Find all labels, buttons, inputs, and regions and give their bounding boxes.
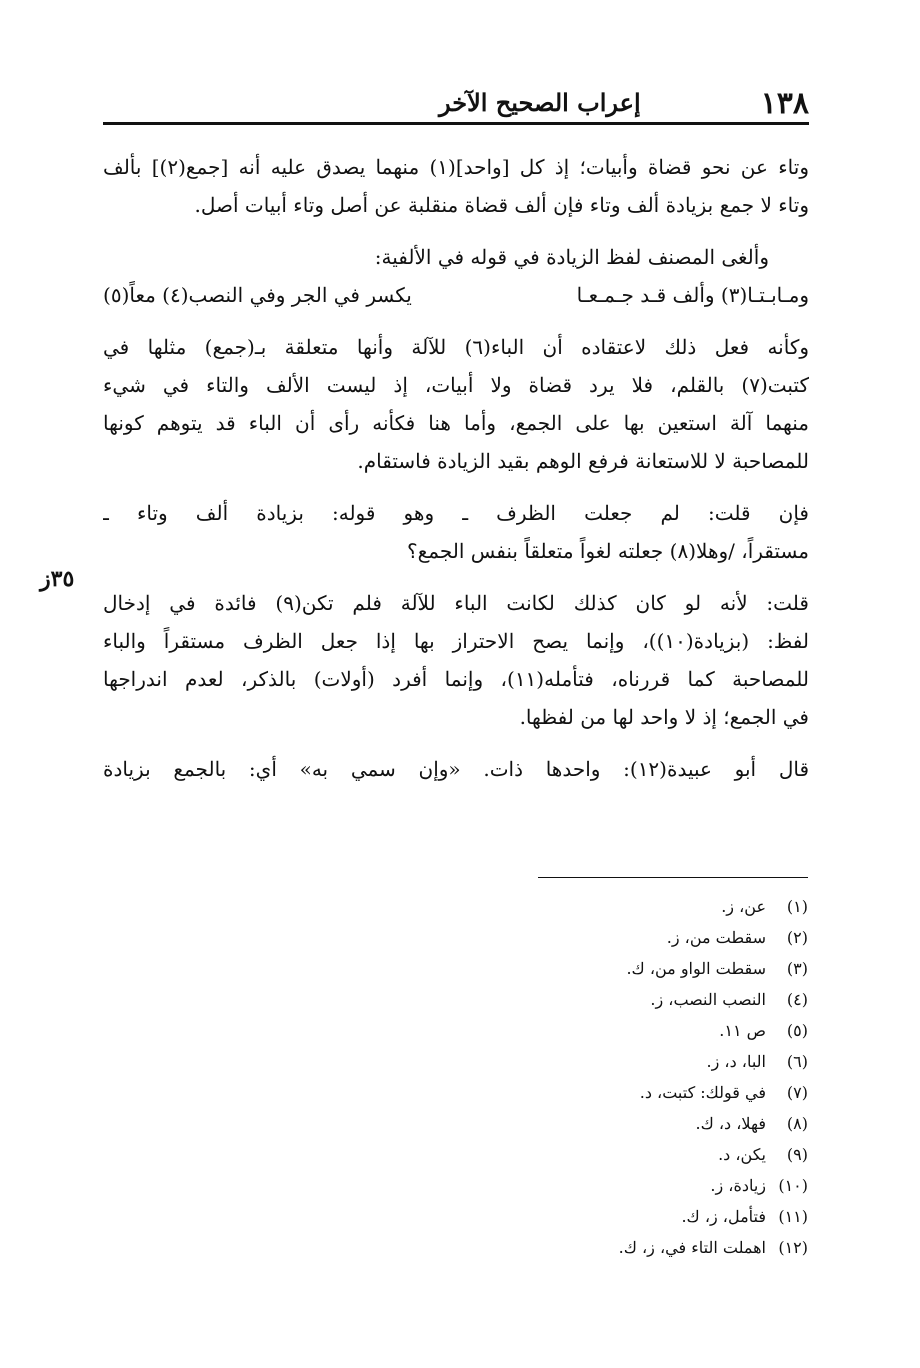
footnote-text: يكن، د. [718,1145,766,1164]
footnote-number: (٤) [786,990,808,1009]
footnote-number: (١١) [778,1207,808,1226]
page-header [103,82,809,122]
footnote-text: سقطت من، ز. [666,928,766,947]
verse-second-hemistich: يكسر في الجر وفي النصب(٤) معاً(٥) [103,283,412,307]
running-title: إعراب الصحيح الآخر [439,88,641,117]
text-line: في الجمع؛ إذ لا واحد لها من لفظها. [519,705,809,729]
footnote-number: (٢) [786,928,808,947]
main-text [103,148,809,788]
footnote-number: (٨) [786,1114,808,1133]
footnote [508,1201,808,1232]
footnote-number: (٩) [786,1145,808,1164]
text-line: للمصاحبة لا للاستعانة فرفع الوهم بقيد الزيادة فاستقام. [357,449,809,473]
footnote [508,1170,808,1201]
footnotes [508,891,808,1263]
footnote [508,891,808,922]
footnote-number: (١) [786,897,808,916]
margin-folio-note: ٣٥ز [40,566,75,592]
header-rule [103,122,809,125]
text-line: منهما آلة استعين بها على الجمع، وأما هنا فكأنه رأى أن الباء قد يتوهم كونها [103,411,809,435]
footnote-number: (٦) [786,1052,808,1071]
verse-first-hemistich: ومـابـتـا(٣) وألف قـد جـمـعـا [576,283,809,307]
footnote-text: اهملت التاء في، ز، ك. [618,1238,766,1257]
footnote-text: في قولك: كتبت، د. [639,1083,766,1102]
footnote-number: (٣) [786,959,808,978]
text-line: للمصاحبة كما قررناه، فتأمله(١١)، وإنما أفرد (أولات) بالذكر، لعدم اندراجها [103,667,809,691]
page-number: ١٣٨ [760,86,809,121]
text-line: فإن قلت: لم جعلت الظرف ـ وهو قوله: بزيادة ألف وتاء ـ [103,501,809,525]
footnote [508,922,808,953]
footnote [508,1232,808,1263]
footnote-number: (١٢) [778,1238,808,1257]
footnote [508,953,808,984]
text-line: وتاء لا جمع بزيادة ألف وتاء فإن ألف قضاة منقلبة عن أصل وتاء أبيات أصل. [194,193,809,217]
text-line: وألغى المصنف لفظ الزيادة في قوله في الألفية: [374,245,769,269]
text-line: قلت: لأنه لو كان كذلك لكانت الباء للآلة فلم تكن(٩) فائدة في إدخال [103,591,809,615]
footnote-text: عن، ز. [721,897,766,916]
footnote-number: (١٠) [778,1176,808,1195]
footnote-text: سقطت الواو من، ك. [626,959,766,978]
footnote [508,984,808,1015]
footnote-text: فهلا، د، ك. [695,1114,766,1133]
text-line: كتبت(٧) بالقلم، فلا يرد قضاة ولا أبيات، إذ ليست الألف والتاء في شيء [103,373,809,397]
footnote [508,1015,808,1046]
footnote [508,1139,808,1170]
text-line: وكأنه فعل ذلك لاعتقاده أن الباء(٦) للآلة وأنها متعلقة بـ(جمع) مثلها في [103,335,809,359]
footnote-rule [538,877,808,878]
footnote [508,1108,808,1139]
footnote-text: النصب النصب، ز. [650,990,766,1009]
footnote-text: فتأمل، ز، ك. [681,1207,766,1226]
footnote-number: (٥) [786,1021,808,1040]
footnote-text: ص ١١. [719,1021,766,1040]
footnote-text: البا، د، ز. [706,1052,766,1071]
text-line: لفظ: (بزيادة(١٠))، وإنما يصح الاحتراز بها إذا جعل الظرف مستقراً والباء [103,629,809,653]
footnote-number: (٧) [786,1083,808,1102]
footnote [508,1077,808,1108]
poetry-verse [103,276,809,314]
footnote-text: زيادة، ز. [710,1176,766,1195]
footnote [508,1046,808,1077]
text-line: مستقراً، /وهلا(٨) جعلته لغواً متعلقاً بنفس الجمع؟ [407,539,809,563]
text-line: وتاء عن نحو قضاة وأبيات؛ إذ كل [واحد](١) منهما يصدق عليه أنه [جمع(٢)] بألف [103,155,809,179]
text-line: قال أبو عبيدة(١٢): واحدها ذات. «وإن سمي به» أي: بالجمع بزيادة [103,757,809,781]
